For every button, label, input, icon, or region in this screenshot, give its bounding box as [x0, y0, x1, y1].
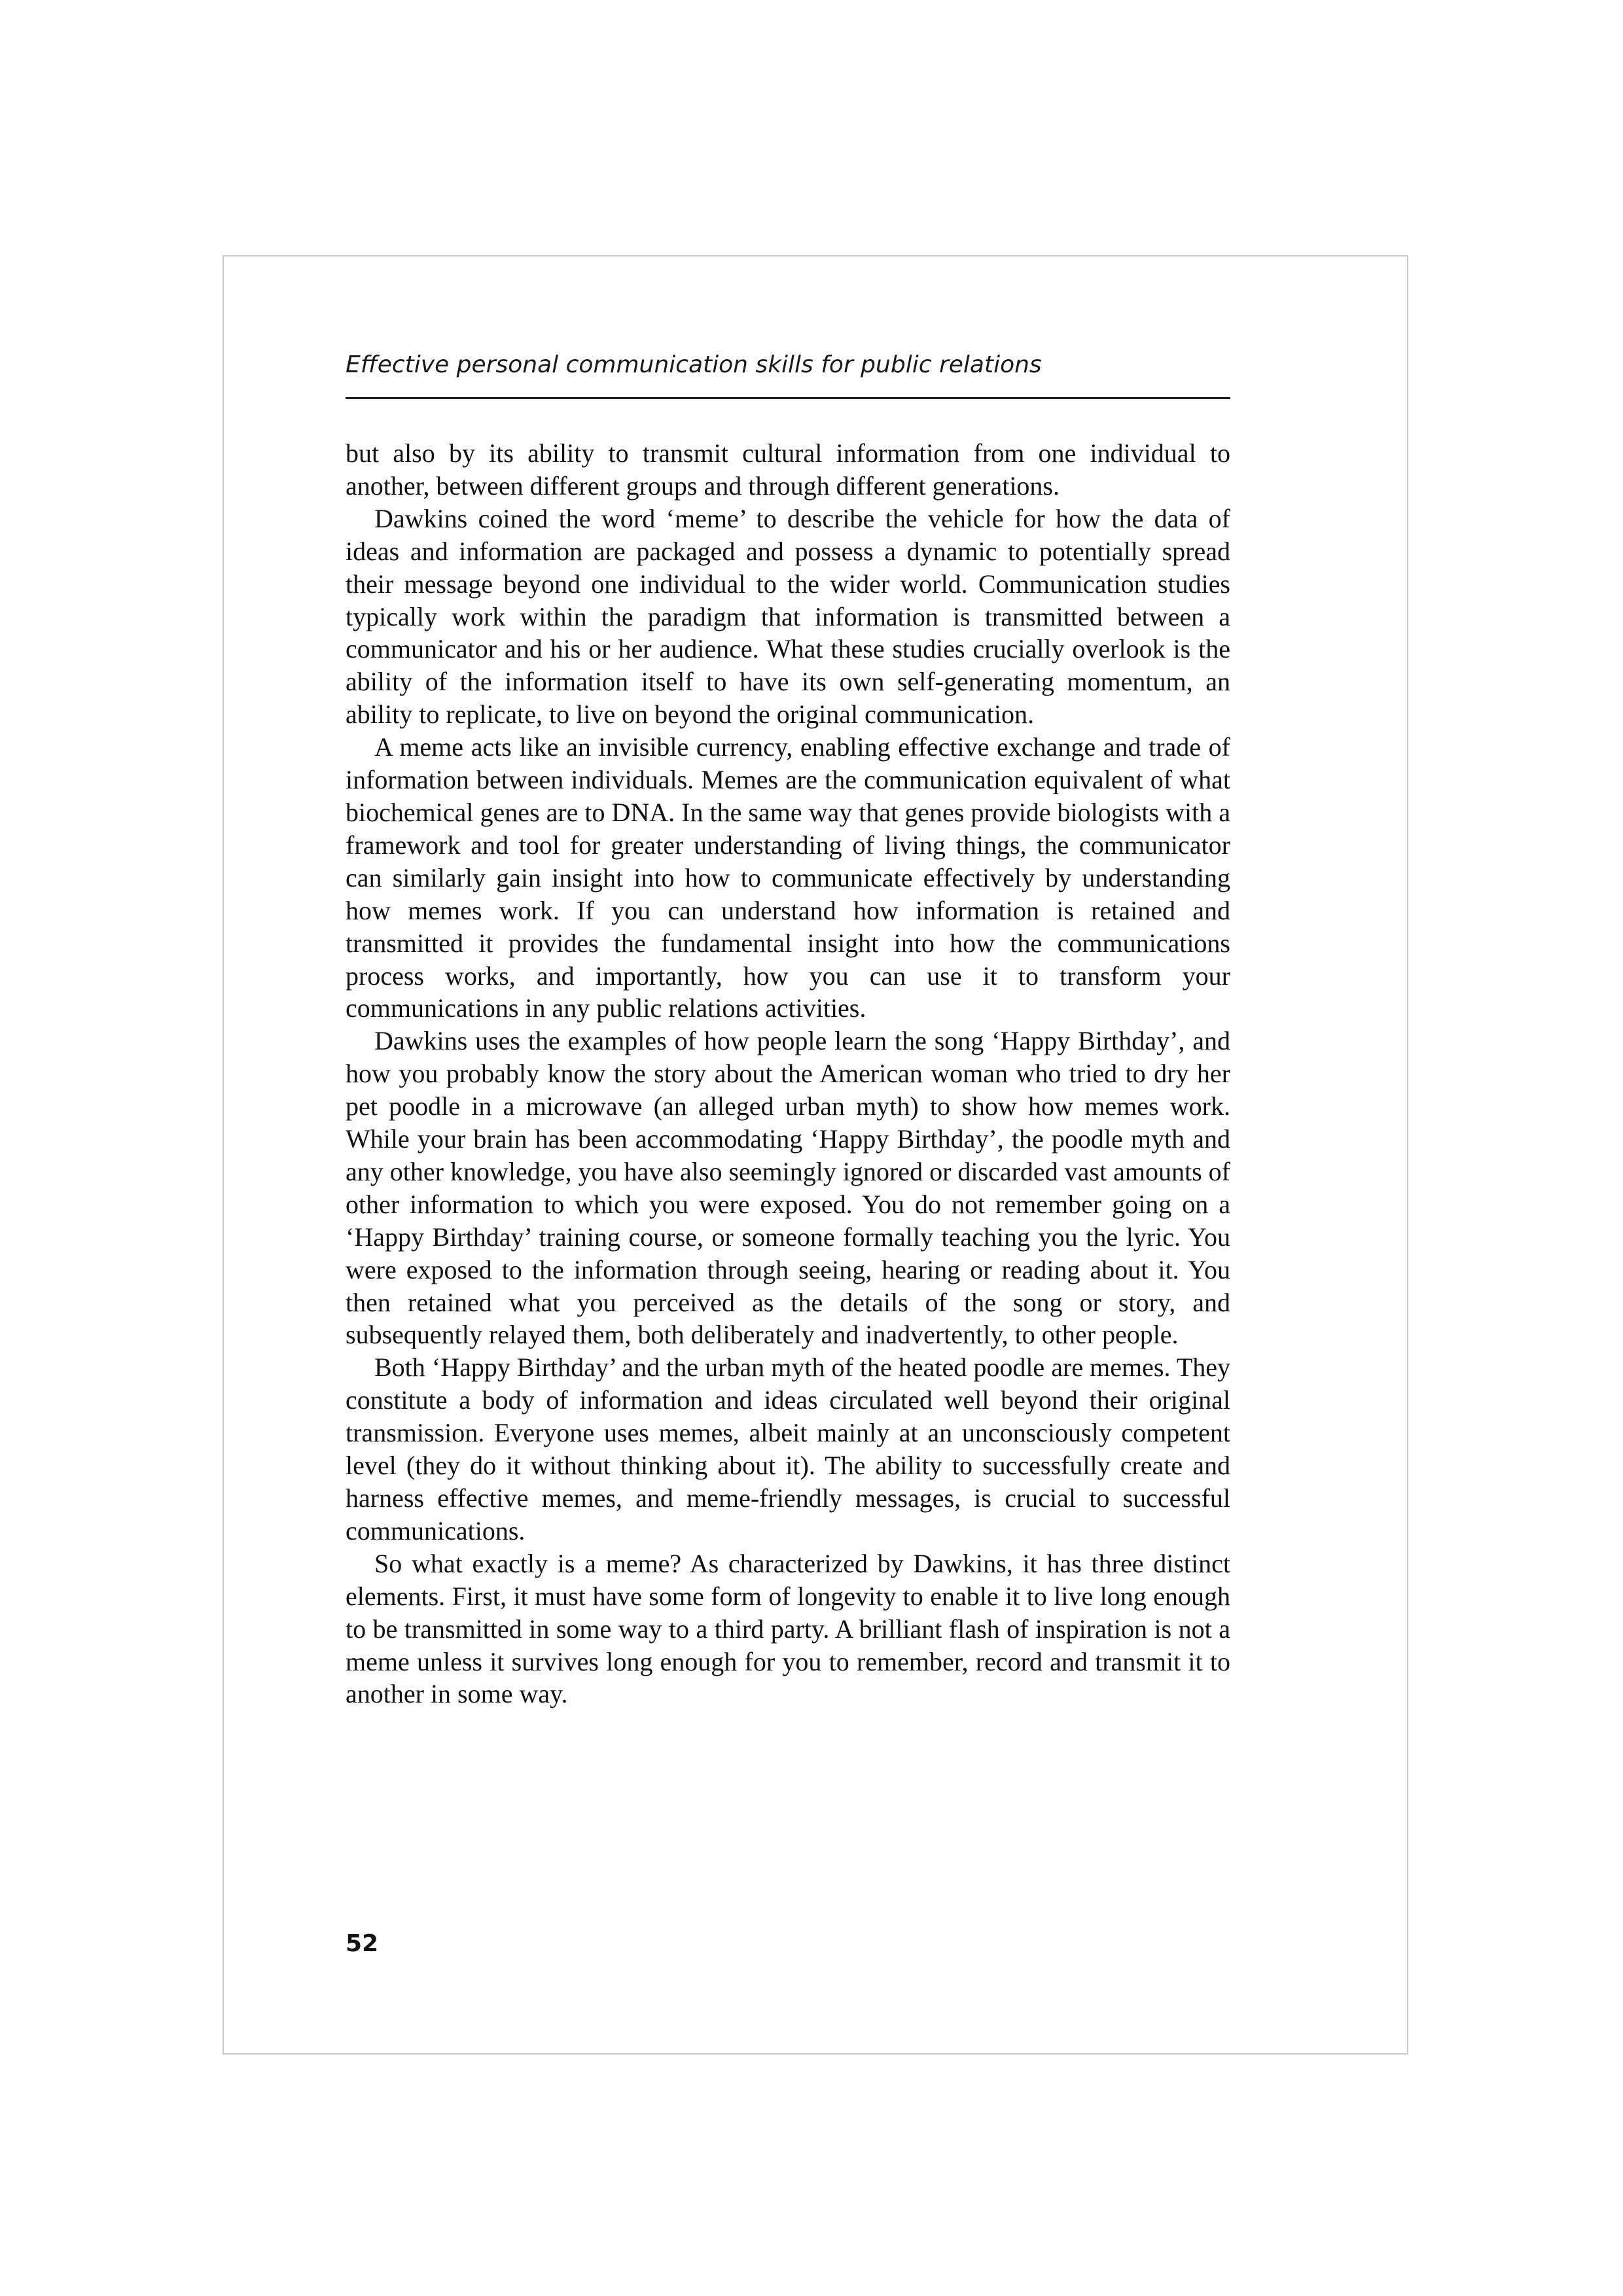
paragraph: Dawkins coined the word ‘meme’ to describe the vehicle for how the data of ideas and information are packaged and possess a dynamic to potentially spread their message beyond one individual to the wider world. Communication studies typically work within the paradigm that information is transmitted between a communicator and his or her audience. What these studies crucially overlook is the ability of the information itself to have its own self-generating momentum, an ability to replicate, to live on beyond the original communication. — [346, 503, 1230, 730]
page-number: 52 — [346, 1930, 379, 1957]
paragraph: but also by its ability to transmit cultural information from one individual to another, between different groups and through different generations. — [346, 438, 1230, 501]
paragraph: So what exactly is a meme? As characterized by Dawkins, it has three distinct elements. First, it must have some form of longevity to enable it to live long enough to be transmitted in some way to a third party. A brilliant flash of inspiration is not a meme unless it survives long enough for you to remember, record and transmit it to another in some way. — [346, 1548, 1230, 1709]
running-header: Effective personal communication skills for public relations — [346, 351, 1042, 378]
paragraph: Dawkins uses the examples of how people learn the song ‘Happy Birthday’, and how you probably know the story about the American woman who tried to dry her pet poodle in a microwave (an alleged urban myth) to show how memes work. While your brain has been accommodating ‘Happy Birthday’, the poodle myth and any other knowledge, you have also seemingly ignored or discarded vast amounts of other information to which you were exposed. You do not remember going on a ‘Happy Birthday’ training course, or someone formally teaching you the lyric. You were exposed to the information through seeing, hearing or reading about it. You then retained what you perceived as the details of the song or story, and subsequently relayed them, both deliberately and inadvertently, to other people. — [346, 1026, 1230, 1350]
header-rule — [346, 397, 1230, 399]
paragraph: A meme acts like an invisible currency, enabling effective exchange and trade of information between individuals. Memes are the communication equivalent of what biochemical genes are to DNA. In the same way that genes provide biologists with a framework and tool for greater understanding of living things, the communicator can similarly gain insight into how to communicate effectively by understanding how memes work. If you can understand how information is retained and transmitted it provides the fundamental insight into how the communications process works, and importantly, how you can use it to transform your communications in any public relations activities. — [346, 732, 1230, 1023]
paragraph: Both ‘Happy Birthday’ and the urban myth of the heated poodle are memes. They constitute a body of information and ideas circulated well beyond their original transmission. Everyone uses memes, albeit mainly at an unconsciously competent level (they do it without thinking about it). The ability to successfully create and harness effective memes, and meme-friendly messages, is crucial to successful communications. — [346, 1352, 1230, 1545]
body-text — [346, 437, 1230, 1710]
